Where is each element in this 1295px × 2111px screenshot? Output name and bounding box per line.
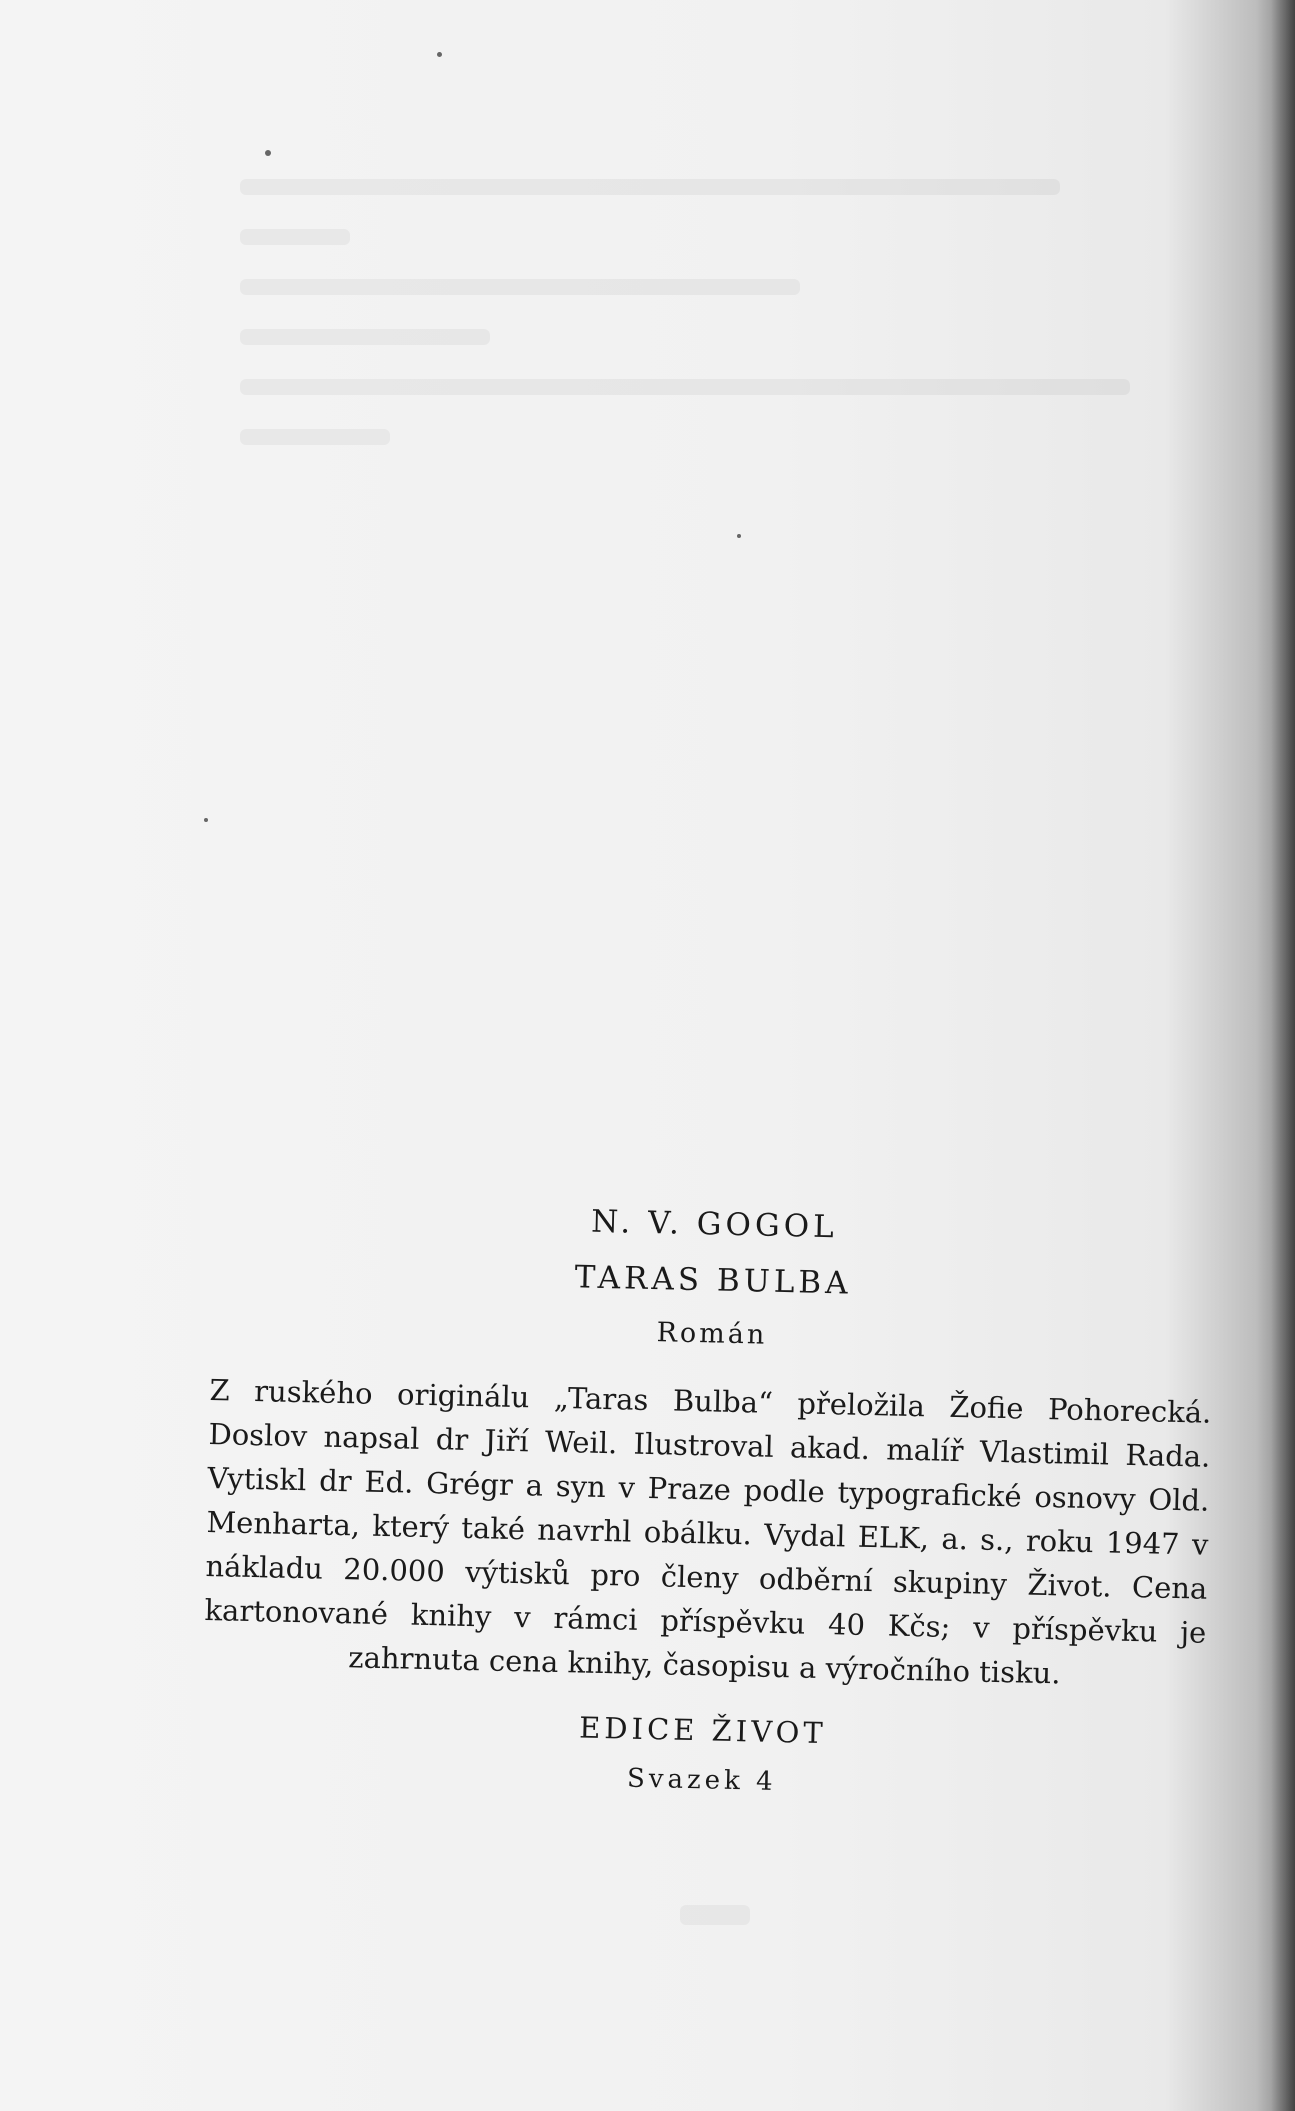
book-genre: Román — [656, 1317, 768, 1351]
paper-speck — [265, 150, 271, 156]
paper-speck — [737, 534, 741, 538]
show-through-text — [240, 160, 1140, 460]
imprint-text: Z ruského originálu „Taras Bulba“ přeložila Žofie Pohorecká. Doslov napsal dr Jiří Weil. Ilustroval akad. malíř Vlastimil Rada. Vytiskl dr Ed. Grégr a syn v Praze podle typografické osnovy Old. Menharta, který také navrhl obálku. Vydal ELK, a. s., roku 1947 v nákladu 20.000 výtisků pro členy odběrní skupiny Život. Cena kartonované knihy v rámci příspěvku 40 Kčs; v příspěvku je zahrnuta cena knihy, časopisu a výročního tisku. — [204, 1373, 1212, 1691]
volume-number: Svazek 4 — [626, 1763, 777, 1798]
colophon — [197, 1195, 1220, 1807]
book-title: TARAS BULBA — [574, 1259, 852, 1302]
show-through-page-number — [680, 1905, 750, 1925]
paper-speck — [204, 818, 208, 822]
page-edge-shadow — [1271, 0, 1295, 2111]
edition-name: EDICE ŽIVOT — [578, 1710, 828, 1751]
author-name: N. V. GOGOL — [590, 1203, 839, 1246]
paper-speck — [437, 52, 442, 57]
